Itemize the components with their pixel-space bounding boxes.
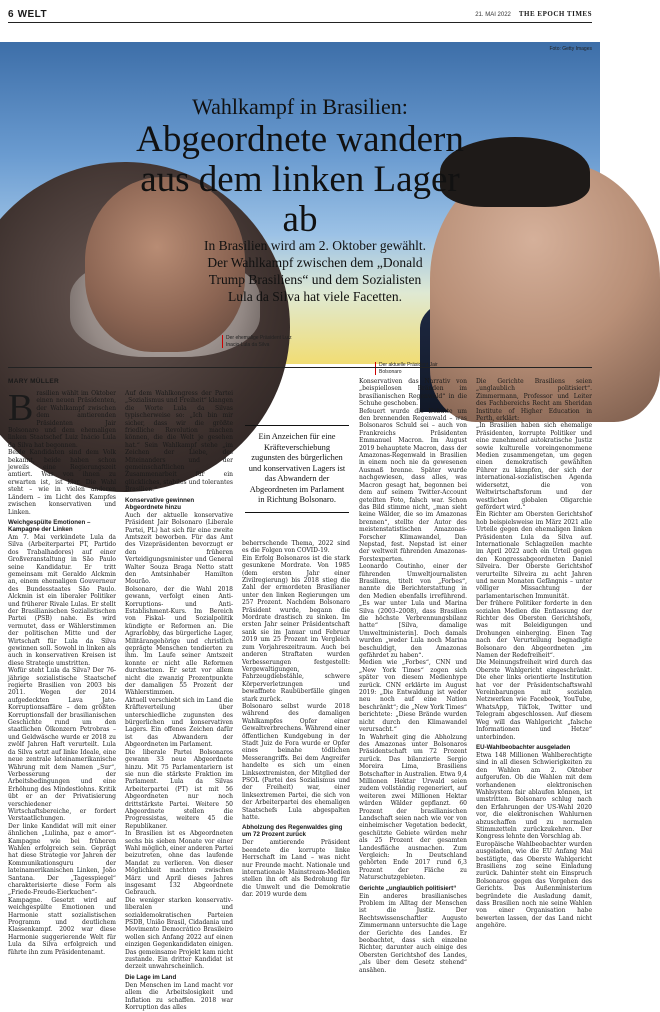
dropcap: B: [8, 387, 34, 429]
paragraph: Beide Kandidaten sind dem Volk bekannt, beide haben schon jeweils eine Regierungszeit amtiert. Was von ihnen zu erwarten ist, ist klar. Die Wahl steht – wie in vielen anderen Ländern – im Licht des Kampfes zwischen konservativen und Linken.: [8, 449, 116, 516]
issue-date: 21. MAI 2022: [475, 12, 511, 18]
paragraph: Konservativen das Narrativ von „beispiellosen Bränden im brasilianischen Regenwald“ in die Schuhe geschoben.: [359, 378, 467, 408]
hero-photo: [0, 42, 600, 375]
paragraph: beherrschende Thema, 2022 sind es die Folgen von COVID-19.: [242, 540, 350, 555]
subheadline: In Brasilien wird am 2. Oktober gewählt. Der Wahlkampf zwischen dem „Donald Trump Brasiliens“ und dem Sozialisten Lula da Silva hat viele Facetten.: [204, 238, 426, 304]
subheading: Konservative gewinnen Abgeordnete hinzu: [125, 496, 195, 511]
paragraph: Medien wie „Forbes“, CNN und „New York Times“ zogen sich später von diesem Medienhype zurück. CNN erklärte im August 2019: „Die Entwaldung ist weder neu noch auf eine Nation beschränkt“; die „New York Times“ berichtete: „Diese Brände wurden nicht durch den Klimawandel verursacht.“: [359, 659, 467, 734]
author-byline: MARY MÜLLER: [8, 378, 59, 385]
photo-credit: Foto: Getty Images: [549, 46, 592, 52]
paragraph: Den Menschen im Land macht vor allem die Arbeitslosigkeit und Inflation zu schaffen. 2018 war Korruption das alles: [125, 981, 233, 1012]
paragraph: Auch der aktuelle konservative Präsident Jair Bolsonaro (Liberale Partei, PL) hat sich für eine zweite Amtszeit beworben. Für das Amt des Vizepräsidenten bevorzugt er den früheren Verteidigungsminister und General Walter Souza Braga Netto statt den Amtsinhaber Hamilton Mourão.: [125, 511, 233, 586]
section-label: WELT: [17, 8, 48, 20]
subheading: Gerichte „unglaublich politisiert“: [359, 884, 457, 892]
paragraph: Die Meinungsfreiheit wird durch das Oberste Wahlgericht eingeschränkt. Die eher links orientierte Institution hat vor der Präsidentschaftswahl Vereinbarungen mit sozialen Netzwerken wie Facebook, YouTube, WhatsApp, TikTok, Twitter und Telegram abgeschlossen. Auf diesem Weg will das Wahlgericht „falsche Informationen und Hetze“ unterbinden.: [476, 659, 592, 741]
paragraph: In Wahrheit ging die Abholzung des Amazonas unter Bolsonaros Präsidentschaft um 72 Prozent zurück. Das bilanzierte Sergio Moreira Lima, Brasiliens Botschafter in Australien. Etwa 9,4 Millionen Hektar Urwald seien zudem vollständig regeneriert, auf weiteren zwei Millionen Hektar würden Wälder gepflanzt. 60 Prozent der brasilianischen Landschaft seien nach wie vor von einheimischer Vegetation bedeckt, geschützte Gebiete würden mehr als 25 Prozent der gesamten Landesfläche ausmachen. Zum Vergleich: In Deutschland gehörten Ende 2017 rund 6,3 Prozent der Fläche zu Naturschutzgebieten.: [359, 733, 467, 882]
subheading: EU-Wahlbeobachter ausgeladen: [476, 743, 571, 751]
paragraph: Ein Erfolg Bolsonaros ist die stark gesunkene Mordrate. Von 1985 (dem ersten Jahr einer Zivilregierung) bis 2018 stieg die Zahl der ermordeten Brasilianer unter den linken Regierungen um 257 Prozent. Nachdem Bolsonaro Präsident wurde, begann die Mordrate drastisch zu sinken. Im ersten Jahr seiner Präsidentschaft sank sie im Januar und Februar 2019 um 25 Prozent im Vergleich zum Vorjahreszeitraum. Auch bei anderen Straftaten wurden Verbesserungen festgestellt: Vergewaltigungen, Fahrzeugdiebstähle, schwere Körperverletzungen und bewaffnete Raubüberfälle gingen stark zurück.: [242, 554, 350, 703]
paragraph: Wofür steht Lula da Silva? Der 76-jährige sozialistische Staatschef regierte Brasilien von 2003 bis 2011. Wegen der 2014 aufgedeckten Lava Jato-Korruptionsaffäre – dem größten Korruptionsfall der brasilianischen Geschichte rund um den staatlichen Ölkonzern Petrobras – und Geldwäsche wurde er 2018 zu zwölf Jahren Haft verurteilt. Lula da Silva setzt auf linke Ideale, eine neue zentrale lateinamerikanische Währung mit dem Namen „Sur“, Verbesserung der Arbeitsbedingungen und eine Erhöhung des Mindestlohns. Kritik übt er an der Privatisierung verschiedener Wirtschaftsbereiche, er fordert Verstaatlichungen.: [8, 667, 116, 823]
paragraph: Ein Richter am Obersten Gerichtshof hob beispielsweise im März 2021 alle Urteile gegen den ehemaligen linken Präsidenten Lula da Silva auf. Internationale Schlagzeilen machte im April 2022 auch ein Urteil gegen den Kongressabgeordneten Daniel Silveira. Der Oberste Gerichtshof verurteilte Silveira zu acht Jahren und neun Monaten Gefängnis – unter völliger Missachtung der parlamentarischen Immunität.: [476, 511, 592, 600]
headline-block: [120, 94, 480, 240]
subheading: Weichgespülte Emotionen – Kampagne der Linken: [8, 518, 91, 533]
headline: Abgeordnete wandern aus dem linken Lager ab: [136, 119, 464, 240]
article-column-3: [242, 540, 350, 899]
page-header: [8, 6, 592, 23]
article-column-1: [8, 387, 116, 956]
paragraph: Bolsonaro selbst wurde 2018 während des damaligen Wahlkampfes Opfer einer Gewaltverbrechens. Während einer öffentlichen Kundgebung in der Stadt Juiz de Fora wurde er Opfer eines beinahe tödlichen Messerangriffs. Bei dem Angreifer handelte es sich um einen Linksextremisten, der Mitglied der PSOL (Partei des Sozialismus und der Freiheit) war, einer linksextremen Partei, die sich von der Arbeiterpartei des ehemaligen Staatschefs Lula abgespalten hatte.: [242, 702, 350, 822]
paragraph: Der linke Kandidat will mit einer ähnlichen „Lulinha, paz e amor“-Kampagne wie bei früheren Wahlen erfolgreich sein. Geprägt hat diese Strategie vor Jahren der Kommunikationsguru der lateinamerikanischen Linken, João Santana. Der „Tagesspiegel“ charakterisierte diese Form als „Friede-Freude-Eierkuchen“-Kampagne. Gesetzt wird auf weichgespülte Emotionen und Harmonie statt sozialistischen Programm und deutlichem Klassenkampf. 2002 war diese Harmonie suggerierende Welt für Lula da Silva erfolgreich und führte ihn zum Präsidentenamt.: [8, 822, 116, 956]
article-column-5: [476, 378, 592, 930]
paragraph: Die weniger starken konservativ-liberalen und sozialdemokratischen Parteien PSDB, União Brasil, Cidadania und Movimento Democrático Brasileiro wollen sich Anfang 2022 auf einen einzigen Gegenkandidaten einigen. Das gemeinsame Projekt kam nicht zustande. Ein dritter Kandidat ist derzeit unwahrscheinlich.: [125, 896, 233, 971]
paragraph: Ein anderes brasilianisches Problem im Alltag der Menschen ist die Justiz. Der Rechtswissenschaftler Augusto Zimmermann untersuchte die Lage der Gerichte des Landes. Er beobachtet, dass sich einzelne Richter, darunter auch einige des Obersten Gerichtshof des Landes, „als über dem Gesetz stehend“ ansähen.: [359, 892, 467, 974]
paragraph: Befeuert wurde die Debatte um den brennenden Regenwald – was Bolsonaros Schuld sei – auch von Frankreichs Präsidenten Emmanuel Macron. Im August 2019 behauptete Macron, dass der Amazonas-Regenwald in Brasilien in einem noch nie da gewesenen Ausmaß brenne. Später wurde nachgewiesen, dass alles, was Macron gesagt hat, begonnen bei dem auf seinem Twitter-Account geteilten Foto, falsch war. Schon das Bild stimme nicht, „man sieht keine Wälder, die so im Amazonas brennen“, stellte der Autor des meistenstatistischen Amazonas-Forscher Klimawandel, Dan Nepstad, fest. Nepstad ist einer der weltweit führenden Amazonas-Forstexperten.: [359, 407, 467, 563]
paragraph: Auf dem Wahlkongress der Partei „Sozialismus und Freiheit“ klangen die Worte Lula da Silvas typischerweise so: „Ich bin mir sicher, dass wir die größte friedliche Revolution machen können, die die Welt je gesehen hat.“ Sein Wahlkampf stehe „im Zeichen der Liebe, des Miteinanders und der gemeinschaftlichen Zusammenarbeit für ein glückliches, stabiles und tolerantes Brasilien.“: [125, 390, 233, 494]
paragraph: Die liberale Partei Bolsonaros gewann 33 neue Abgeordnete hinzu. Mit 75 Parlamentariern ist sie nun die stärkste Fraktion im Parlament. Lula da Silvas Arbeiterpartei (PT) ist mit 56 Abgeordneten nur noch drittstärkste Partei. Weitere 50 Abgeordnete stellen die Progressistas, weitere 45 die Republikaner.: [125, 748, 233, 830]
photo-caption-left: Der ehemalige Präsident Luiz Inacio Lula da Silva: [222, 335, 296, 348]
headline-kicker: Wahlkampf in Brasilien:: [192, 94, 408, 119]
masthead-brand: THE EPOCH TIMES: [518, 10, 592, 18]
paragraph: Der frühere Politiker forderte in den sozialen Medien die Entlassung der Richter des Obersten Gerichtshofs, was mit Beleidigungen und Drohungen einherging. Einen Tag nach der Verurteilung begnadigte Bolsonaro den Abgeordneten „im Namen der Redefreiheit“.: [476, 600, 592, 660]
article-column-4: [359, 378, 467, 974]
paragraph: Die Gerichte Brasiliens seien „unglaublich politisiert“. Zimmermann, Professor und Leiter des Fachbereichs Recht am Sheridan Institute of Higher Education in Perth, erklärt:: [476, 378, 592, 423]
paragraph: „In Brasilien haben sich ehemalige Präsidenten, korrupte Politiker und eine zunehmend autokratische Justiz sowie kulturelle voreingenommene Medien zusammengetan, um gegen einen demokratisch gewählten Führer zu kämpfen, der sich der international-sozialistischen Agenda widersetzt, die von Weltwirtschaftsforum und der westlichen globalen Oligarchie gefördert wird.“: [476, 422, 592, 511]
intro-text: rasilien wählt im Oktober einen neuen Präsidenten, der Wahlkampf zwischen dem amtierenden Präsidenten Jair Bolsonaro und dem ehemaligen linken Staatschef Luiz Inácio Lula da Silva hat begonnen.: [8, 390, 116, 449]
paragraph: Etwa 148 Millionen Wahlberechtigte sind in all diesen Schwierigkeiten zu den Wahlen am 2. Oktober aufgerufen. Ob die Wahlen mit dem vorhandenen elektronischen Wahlsystem fair ablaufen können, ist umstritten. Bolsonaro schlug nach den Erfahrungen der US-Wahl 2020 vor, die elektronischen Wahlurnen abzuschaffen und zu normalen Stimmzetteln zurückzukehren. Der Kongress lehnte den Vorschlag ab.: [476, 751, 592, 841]
photo-caption-right: Der aktuelle Präsident Jair Bolsonaro: [375, 362, 439, 375]
paragraph: Leonardo Coutinho, einer der führenden Umweltjournalisten Brasiliens, titelt von „Forbes“, nannte die Berichterstattung in den Medien ebenfalls irreführend. „Es war unter Lula und Marina Silva (2003–2008), dass Brasilien die höchste Verbrennungsbilanz hatte“ [Silva, damalige Umweltministerin]. Doch damals wurden „weder Lula noch Marina beschuldigt, den Amazonas gefährdet zu haben“.: [359, 563, 467, 660]
paragraph: [8, 387, 116, 449]
paragraph: In Brasilien ist es Abgeordneten sechs bis sieben Monate vor einer Wahl möglich, einer anderen Partei beizutreten, ohne das laufende Mandat zu verlieren. Von dieser Möglichkeit machten zwischen März und April dieses Jahres insgesamt 132 Abgeordnete Gebrauch.: [125, 830, 233, 897]
subheading: Die Lage im Land: [125, 973, 177, 981]
paragraph: Bolsonaro, der die Wahl 2018 gewann, verfolgt einen Anti-Korruptions- und Anti-Establishment-Kurs. Im Bereich von Fiskal- und Sozialpolitik kündigte er Reformen an. Die Agrarlobby, das bürgerliche Lager, Militärangehörige und christlich geprägte Menschen tendierten zu ihm. Im Laufe seiner Amtszeit konnte er nicht alle Reformen durchsetzen. Er setzt vor allem nicht die zwanzig Prozentpunkte der damaligen 55 Prozent der Wählerstimmen.: [125, 585, 233, 697]
article-column-2: [125, 390, 233, 1012]
pull-quote: Ein Anzeichen für eine Kräfteverschiebung zugunsten des bürgerlichen und konservativen Lagers ist das Abwandern der Abgeordneten im Parlament in Richtung Bolsonaro.: [245, 425, 349, 513]
subheading: Abholzung des Regenwaldes ging um 72 Prozent zurück: [242, 824, 343, 839]
header-right: [475, 10, 592, 18]
paragraph: Europäische Wahlbeobachter wurden ausgeladen, wie die EU Anfang Mai bestätigte, das Oberste Wahlgericht Brasiliens zog seine Einladung zurück. Dahinter steht ein Einspruch Bolsonaros gegen das Vorgehen des Gerichts. Das Außenministerium begründete die Ausladung damit, dass Brasilien noch nie seine Wahlen von einer Organisation habe bewerten lassen, der das Land nicht angehöre.: [476, 840, 592, 930]
paragraph: Aktuell verschiebt sich im Land die Kräfteverteilung über unterschiedliche zugunsten des bürgerlichen und konservativen Lagers. Ein offenes Zeichen dafür ist das Abwandern der Abgeordneten im Parlament.: [125, 696, 233, 749]
divider: [8, 367, 592, 368]
page-number: 6: [8, 8, 14, 20]
paragraph: Der amtierende Präsident beendete die korrupte linke Herrschaft im Land – was nicht nur Freunde macht. Nationale und internationale Mainstream-Medien stellen ihn oft als Bedrohung für die Umwelt und die Demokratie dar. 2019 wurde dem: [242, 839, 350, 899]
paragraph: Am 7. Mai verkündete Lula da Silva (Arbeiterpartei PT, Partido dos Trabalhadores) auf einer Großveranstaltung in São Paulo seine Kandidatur. Er tritt gemeinsam mit Geraldo Alckmin an, einem ehemaligen Gouverneur des Bundesstaates São Paulo. Alckmin ist ein liberaler Politiker und früherer Rivale Lulas. Er stellt der Brasilianischen Sozialistischen Partei (PSB) nahe. Es wird vermutet, dass er Wählerstimmen der politischen Mitte und der Wirtschaft für Lula da Silva gewinnen soll. Sowohl in linken als auch in konservativen Kreisen ist diese Strategie umstritten.: [8, 533, 116, 667]
